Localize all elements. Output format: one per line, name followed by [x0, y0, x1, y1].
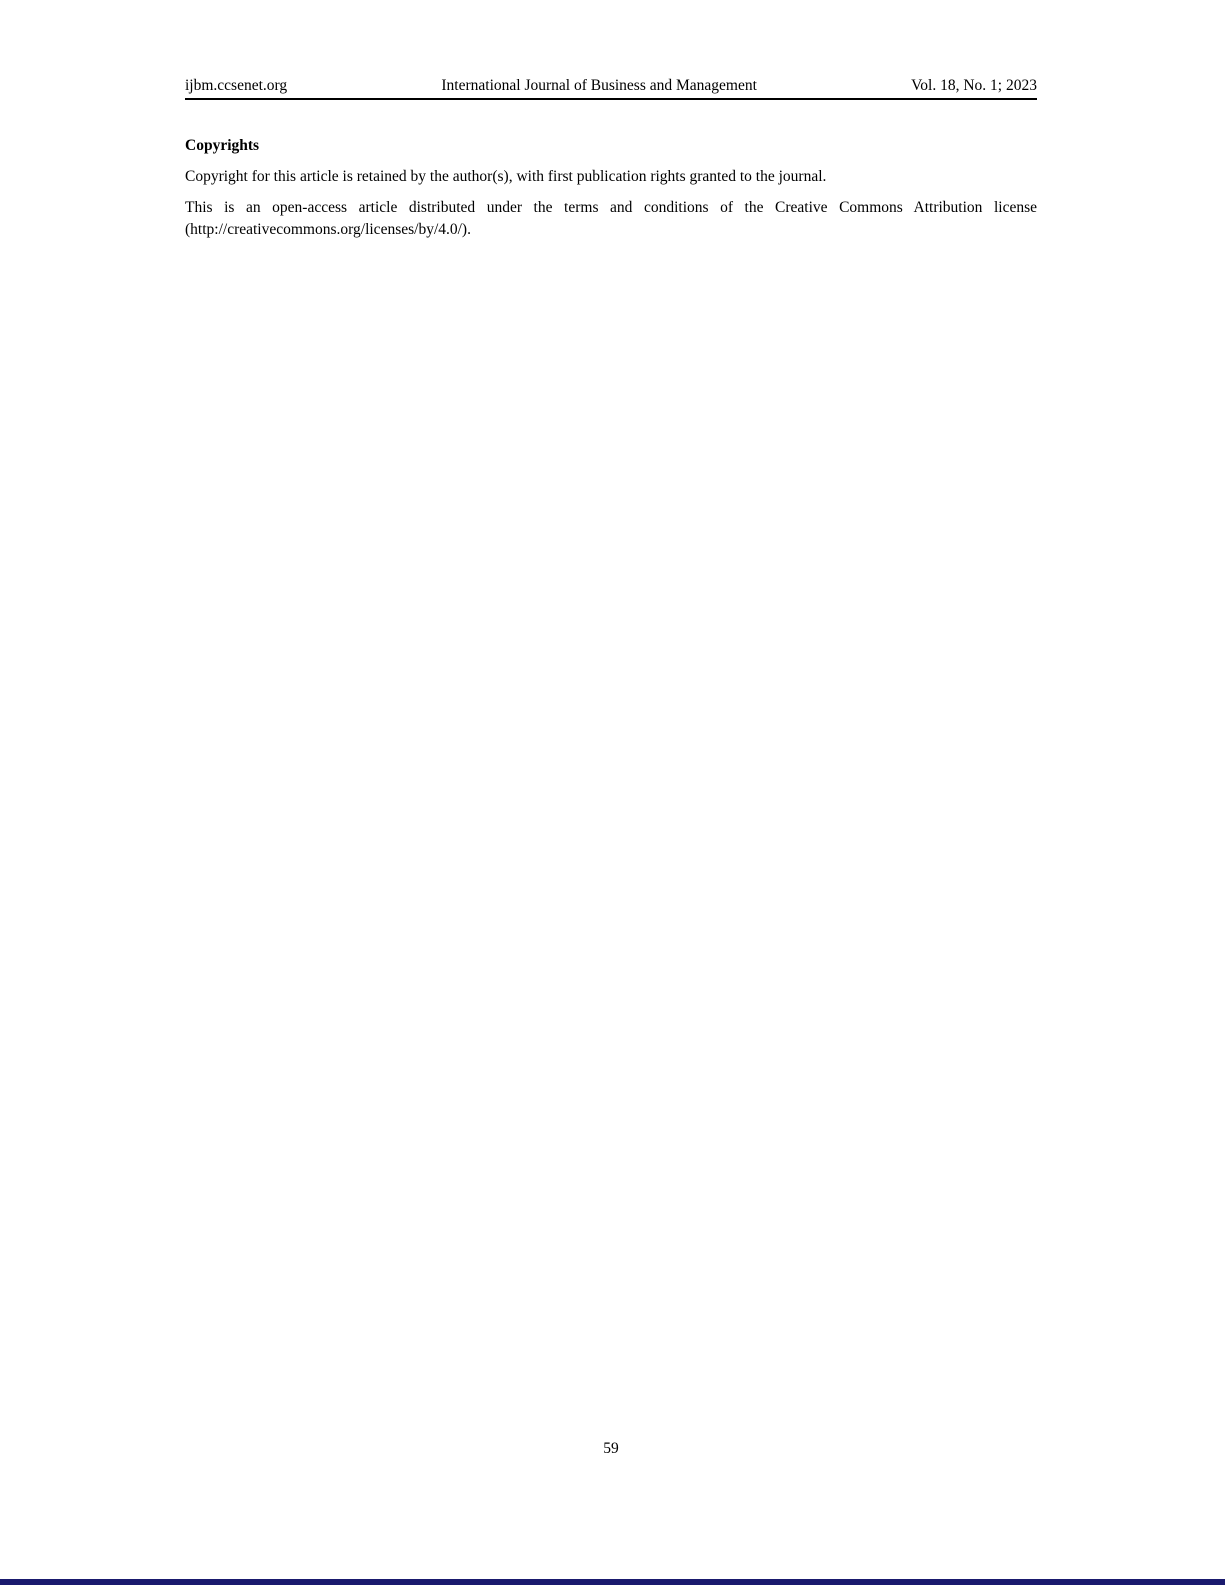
copyrights-paragraph-2: This is an open-access article distributed under the terms and conditions of the Creative Commons Attribution license (http://creativecommons.org/licenses/by/4.0/). [185, 199, 1037, 238]
header-site-url: ijbm.ccsenet.org [185, 77, 288, 94]
page-number: 59 [603, 1440, 619, 1457]
page-header [185, 76, 1037, 100]
header-volume-issue: Vol. 18, No. 1; 2023 [911, 77, 1037, 94]
bottom-edge-bar [0, 1579, 1225, 1585]
copyrights-heading: Copyrights [185, 137, 260, 154]
copyrights-section [185, 135, 1037, 250]
header-journal-title: International Journal of Business and Management [441, 77, 757, 94]
copyrights-paragraph-1: Copyright for this article is retained by the author(s), with first publication rights granted to the journal. [185, 168, 827, 185]
